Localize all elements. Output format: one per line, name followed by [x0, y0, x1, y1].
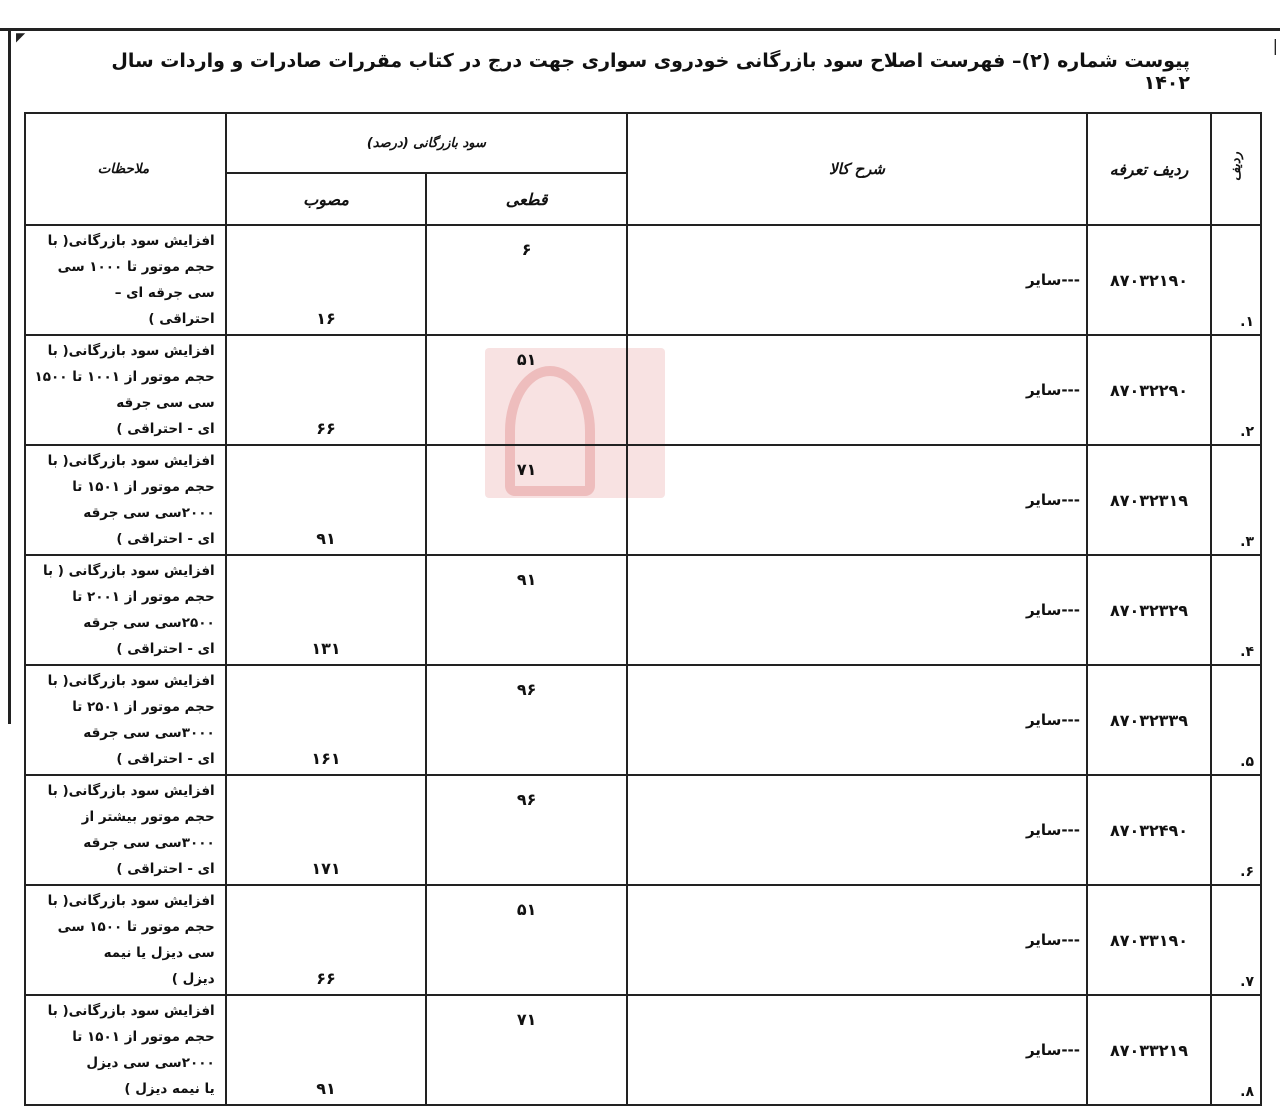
- notes-cell: [25, 555, 226, 665]
- header-tariff: ردیف تعرفه: [1087, 113, 1211, 225]
- tariff-code: ۸۷۰۳۳۱۹۰: [1087, 885, 1211, 995]
- notes-cell: [25, 335, 226, 445]
- final-rate: ۶: [426, 225, 627, 335]
- table-row: [25, 445, 1261, 555]
- row-number: ۳.: [1211, 445, 1261, 555]
- table-row: [25, 885, 1261, 995]
- notes-cell: [25, 445, 226, 555]
- header-row-number-label: ردیف: [1228, 152, 1244, 182]
- notes-line-2: یا نیمه دیزل ): [124, 1081, 215, 1097]
- final-rate: ۵۱: [426, 885, 627, 995]
- tariff-table: [24, 112, 1262, 1106]
- notes-cell: [25, 775, 226, 885]
- notes-line-2: ای - احتراقی ): [116, 641, 215, 657]
- table-row: [25, 775, 1261, 885]
- row-number: ۸.: [1211, 995, 1261, 1105]
- notes-line-2: دیزل ): [171, 971, 215, 987]
- notes-line-1: افزایش سود بازرگانی( با حجم موتور از ۱۵۰۱ تا ۲۰۰۰سی سی جرقه: [47, 453, 215, 521]
- tariff-code: ۸۷۰۳۲۴۹۰: [1087, 775, 1211, 885]
- final-rate: ۹۱: [426, 555, 627, 665]
- tariff-code: ۸۷۰۳۲۳۲۹: [1087, 555, 1211, 665]
- notes-line-2: ای - احتراقی ): [116, 421, 215, 437]
- page-title: پیوست شماره (۲)– فهرست اصلاح سود بازرگانی خودروی سواری جهت درج در کتاب مقررات صادرات و واردات سال ۱۴۰۲: [111, 50, 1190, 94]
- final-rate: ۷۱: [426, 445, 627, 555]
- header-description: شرح کالا: [627, 113, 1087, 225]
- tariff-code: ۸۷۰۳۲۳۳۹: [1087, 665, 1211, 775]
- approved-rate: ۱۶: [226, 225, 427, 335]
- tariff-code: ۸۷۰۳۳۲۱۹: [1087, 995, 1211, 1105]
- notes-cell: [25, 885, 226, 995]
- approved-rate: ۱۶۱: [226, 665, 427, 775]
- approved-rate: ۶۶: [226, 885, 427, 995]
- table-row: [25, 995, 1261, 1105]
- final-rate: ۵۱: [426, 335, 627, 445]
- goods-description: ---سایر: [627, 445, 1087, 555]
- notes-cell: [25, 995, 226, 1105]
- notes-line-1: افزایش سود بازرگانی( با حجم موتور از ۱۰۰۱ تا ۱۵۰۰ سی سی جرقه: [34, 343, 215, 411]
- header-approved: مصوب: [226, 173, 427, 225]
- table-row: [25, 665, 1261, 775]
- notes-line-1: افزایش سود بازرگانی ( با حجم موتور از ۲۰۰۱ تا ۲۵۰۰سی سی جرقه: [42, 563, 215, 631]
- tariff-table-container: [24, 112, 1262, 1100]
- header-row-number: [1211, 113, 1261, 225]
- notes-line-1: افزایش سود بازرگانی( با حجم موتور تا ۱۵۰۰ سی سی دیزل یا نیمه: [47, 893, 215, 961]
- header-final: قطعی: [426, 173, 627, 225]
- notes-line-2: ای - احتراقی ): [116, 531, 215, 547]
- row-number: ۵.: [1211, 665, 1261, 775]
- final-rate: ۹۶: [426, 665, 627, 775]
- table-row: [25, 335, 1261, 445]
- tariff-code: ۸۷۰۳۲۳۱۹: [1087, 445, 1211, 555]
- header-notes: ملاحظات: [25, 113, 226, 225]
- tariff-code: ۸۷۰۳۲۲۹۰: [1087, 335, 1211, 445]
- header-profit: سود بازرگانی (درصد): [226, 113, 627, 173]
- notes-line-1: افزایش سود بازرگانی( با حجم موتور از ۱۵۰۱ تا ۲۰۰۰سی سی دیزل: [47, 1003, 215, 1071]
- row-number: ۱.: [1211, 225, 1261, 335]
- final-rate: ۷۱: [426, 995, 627, 1105]
- row-number: ۲.: [1211, 335, 1261, 445]
- notes-line-1: افزایش سود بازرگانی( با حجم موتور بیشتر از ۳۰۰۰سی سی جرقه: [47, 783, 215, 851]
- approved-rate: ۱۷۱: [226, 775, 427, 885]
- goods-description: ---سایر: [627, 885, 1087, 995]
- row-number: ۷.: [1211, 885, 1261, 995]
- goods-description: ---سایر: [627, 335, 1087, 445]
- goods-description: ---سایر: [627, 665, 1087, 775]
- notes-line-2: ای - احتراقی ): [116, 751, 215, 767]
- table-row: [25, 555, 1261, 665]
- goods-description: ---سایر: [627, 225, 1087, 335]
- goods-description: ---سایر: [627, 555, 1087, 665]
- corner-mark-icon: ◤: [16, 30, 26, 44]
- approved-rate: ۱۳۱: [226, 555, 427, 665]
- approved-rate: ۶۶: [226, 335, 427, 445]
- frame-top-line: [0, 28, 1280, 31]
- row-number: ۴.: [1211, 555, 1261, 665]
- notes-cell: [25, 225, 226, 335]
- table-row: [25, 225, 1261, 335]
- approved-rate: ۹۱: [226, 445, 427, 555]
- notes-line-1: افزایش سود بازرگانی( با حجم موتور تا ۱۰۰۰ سی سی جرقه ای –: [47, 233, 215, 301]
- notes-line-2: احتراقی ): [148, 311, 215, 327]
- goods-description: ---سایر: [627, 775, 1087, 885]
- final-rate: ۹۶: [426, 775, 627, 885]
- notes-line-1: افزایش سود بازرگانی( با حجم موتور از ۲۵۰۱ تا ۳۰۰۰سی سی جرقه: [47, 673, 215, 741]
- frame-left-line: [8, 28, 11, 724]
- notes-cell: [25, 665, 226, 775]
- notes-line-2: ای - احتراقی ): [116, 861, 215, 877]
- approved-rate: ۹۱: [226, 995, 427, 1105]
- goods-description: ---سایر: [627, 995, 1087, 1105]
- edge-mark-icon: |: [1272, 36, 1278, 55]
- row-number: ۶.: [1211, 775, 1261, 885]
- tariff-code: ۸۷۰۳۲۱۹۰: [1087, 225, 1211, 335]
